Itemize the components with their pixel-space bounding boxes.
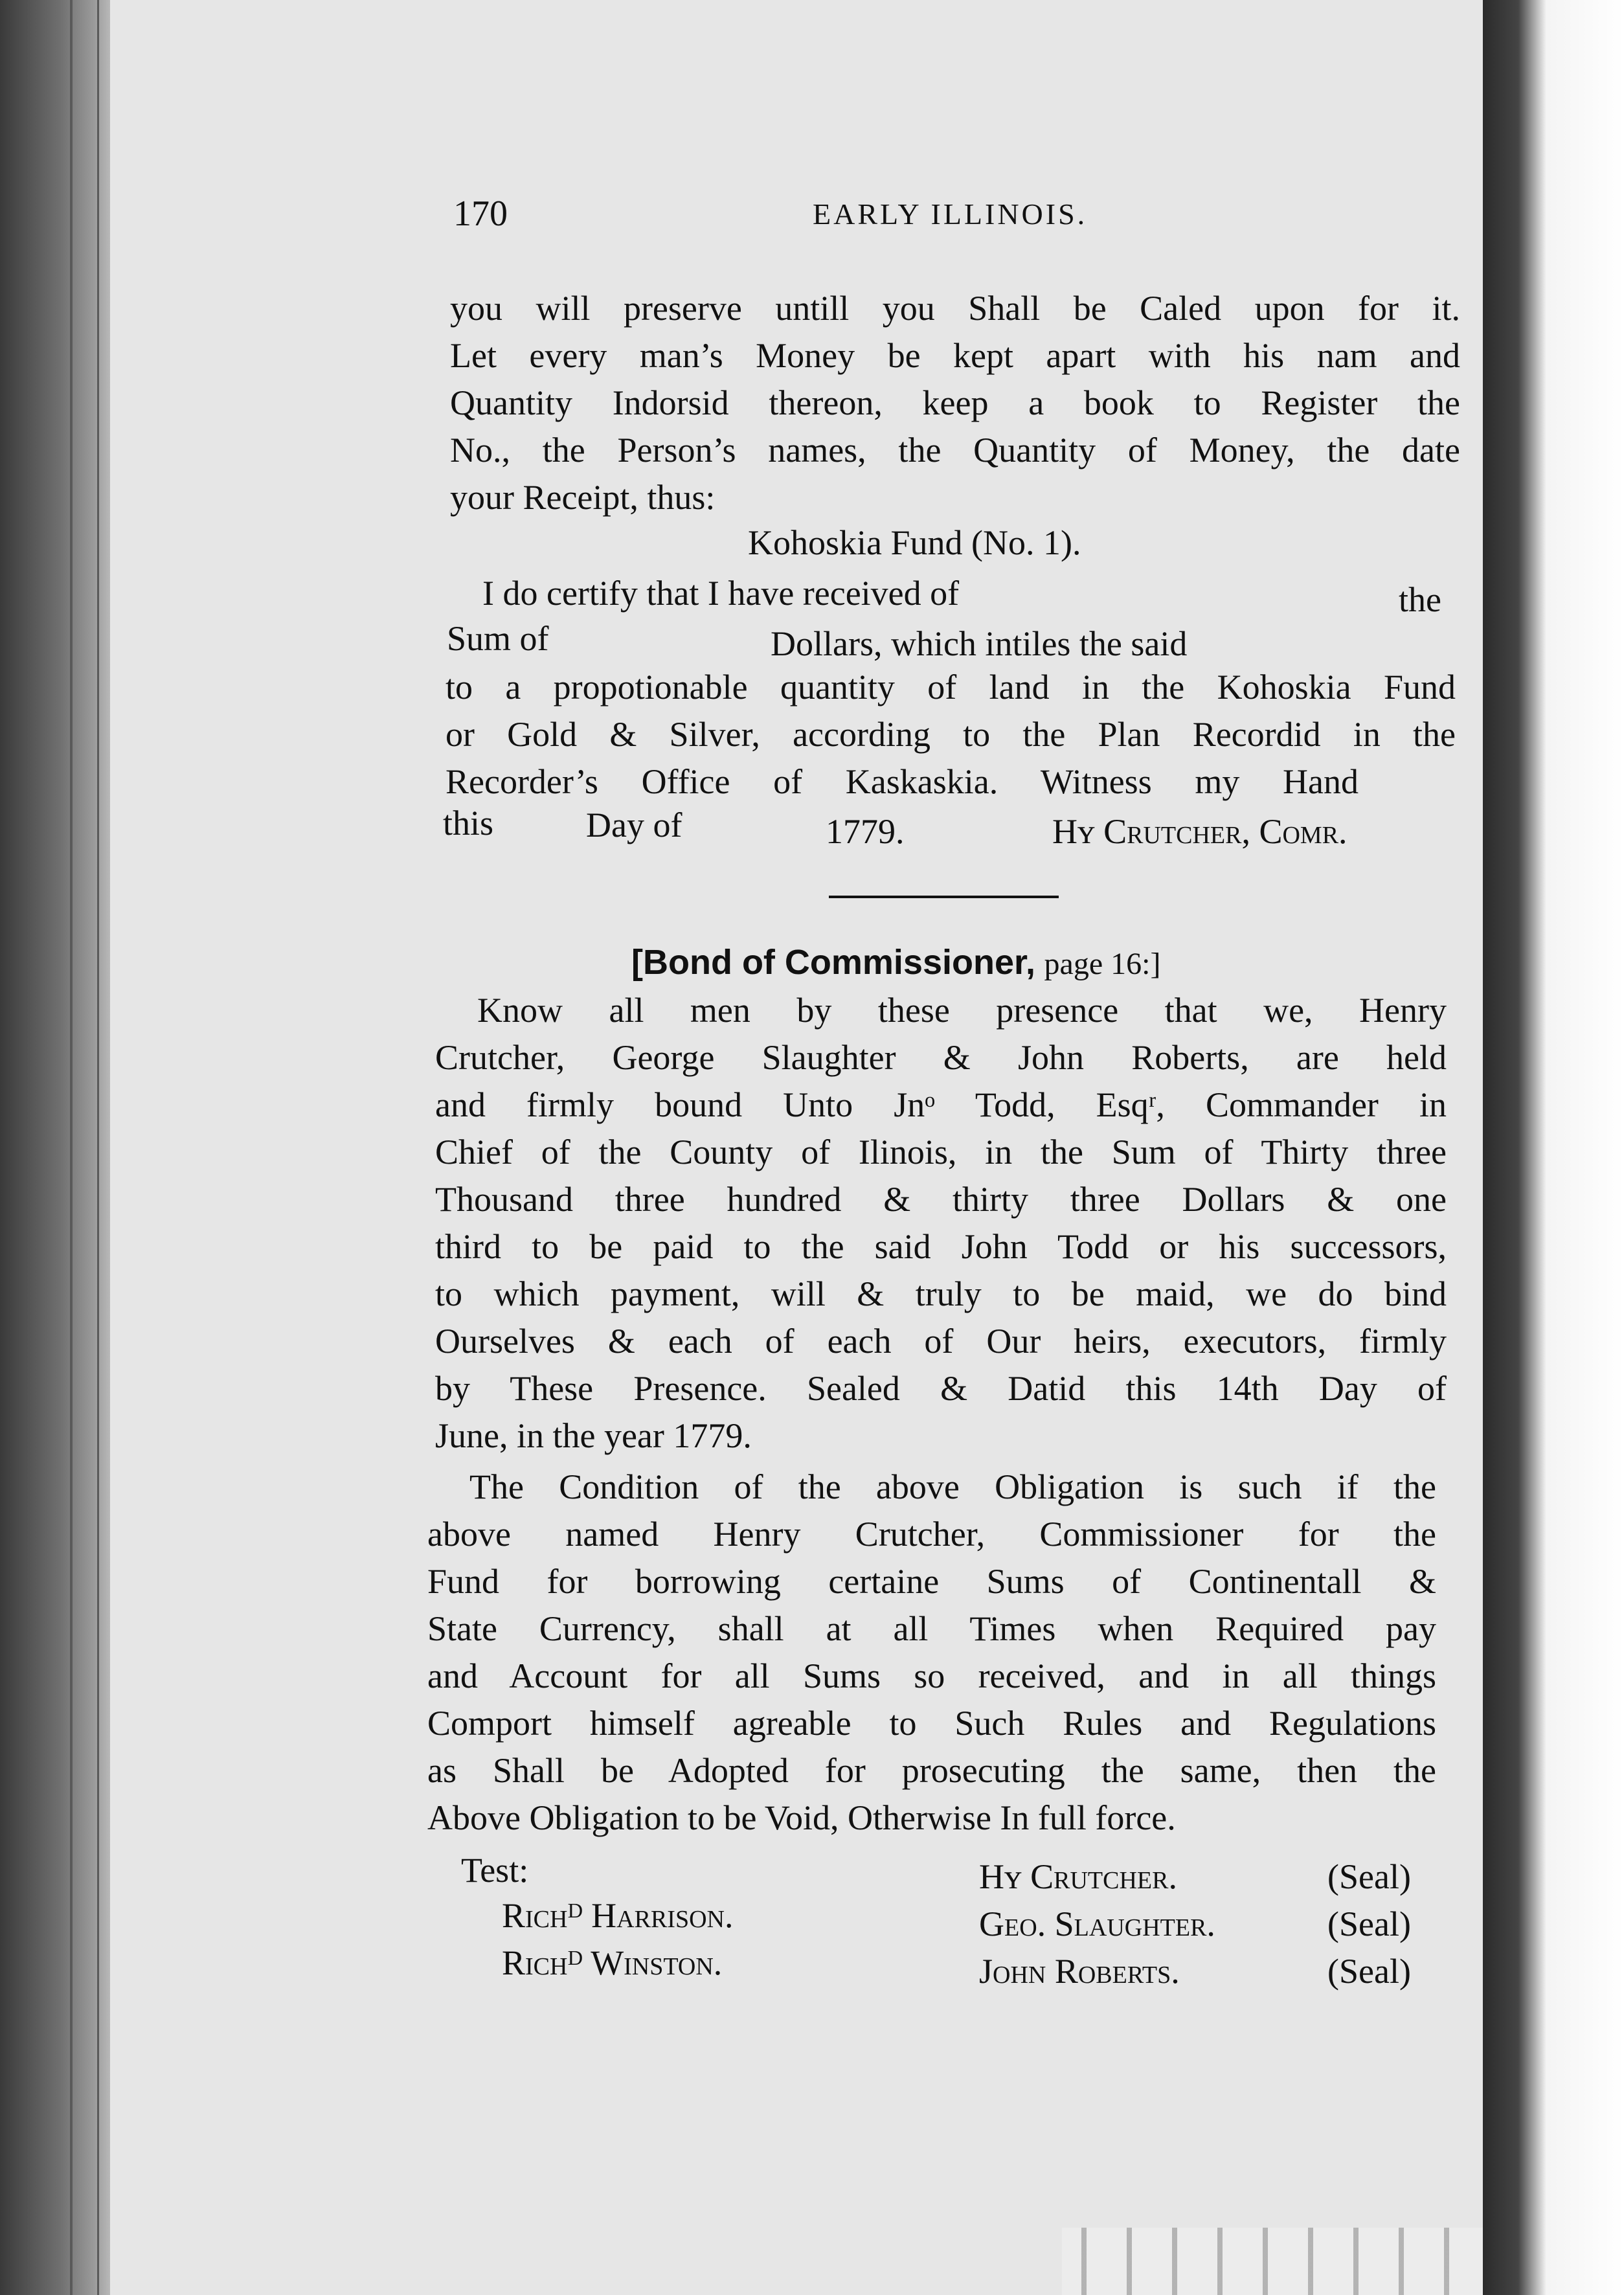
text-line: State Currency, shall at all Times when Required pay [427,1609,1436,1648]
receipt-sign-this: this [443,804,494,842]
text-line: and firmly bound Unto Jnᵒ Todd, Esqʳ, Commander in [435,1085,1447,1124]
signer-name: Geo. Slaughter. [979,1905,1215,1943]
receipt-heading: Kohoskia Fund (No. 1). [748,523,1081,562]
text-line: and Account for all Sums so received, and in all things [427,1656,1436,1695]
text-line: Know all men by these presence that we, Henry [477,991,1447,1030]
receipt-sign-day: Day of [586,806,682,844]
bond-heading [631,939,1160,988]
condition-paragraph [427,1464,1436,1842]
text-line: Comport himself agreable to Such Rules and Regulations [427,1704,1436,1743]
text-line: to which payment, will & truly to be maid, we do bind [435,1274,1447,1313]
receipt-body [445,664,1456,806]
margin-rule [70,0,73,2295]
signer-name: John Roberts. [979,1952,1180,1991]
paragraph-intro [450,285,1460,521]
bond-heading-page: page 16:] [1044,947,1161,981]
text-line: by These Presence. Sealed & Datid this 14th Day of [435,1369,1447,1408]
page-edge [1483,0,1624,2295]
page-number: 170 [453,194,508,234]
text-line: you will preserve untill you Shall be Caled upon for it. [450,289,1460,328]
text-line: as Shall be Adopted for prosecuting the same, then the [427,1751,1436,1790]
seal-mark: (Seal) [1327,1905,1411,1943]
text-line: The Condition of the above Obligation is such if the [469,1467,1436,1506]
text-line: June, in the year 1779. [435,1416,752,1455]
text-line: Crutcher, George Slaughter & John Roberts, are held [435,1038,1447,1077]
running-title: EARLY ILLINOIS. [813,198,1088,231]
section-divider [829,896,1059,898]
text-line: Above Obligation to be Void, Otherwise In full force. [427,1798,1176,1837]
text-line: Quantity Indorsid thereon, keep a book to Register the [450,383,1460,422]
text-line: Fund for borrowing certaine Sums of Continentall & [427,1562,1436,1601]
text-line: Thousand three hundred & thirty three Dollars & one [435,1180,1447,1219]
page-binding-shadow [0,0,110,2295]
bond-paragraph [435,987,1447,1460]
text-line: Recorder’s Office of Kaskaskia. Witness my Hand [445,762,1359,801]
receipt-signature: Hʏ Crutcher, Comr. [1052,812,1348,851]
text-line: to a propotionable quantity of land in the Kohoskia Fund [445,668,1456,707]
text-line: or Gold & Silver, according to the Plan Recordid in the [445,715,1456,754]
text-line: your Receipt, thus: [450,478,716,517]
seal-mark: (Seal) [1327,1952,1411,1991]
witness-name: Richᴰ Harrison. [502,1896,734,1935]
signer-name: Hʏ Crutcher. [979,1857,1177,1896]
margin-rule [97,0,99,2295]
witness-name: Richᴰ Winston. [502,1943,723,1982]
receipt-line: the [1399,580,1441,619]
test-label: Test: [461,1851,529,1890]
bond-heading-title: [Bond of Commissioner, [631,943,1036,982]
receipt-line: I do certify that I have received of [482,574,960,613]
text-line: third to be paid to the said John Todd or his successors, [435,1227,1447,1266]
receipt-line: Dollars, which intiles the said [771,624,1188,663]
scan-edge-strip [1062,2228,1483,2295]
receipt-sign-year: 1779. [826,812,905,851]
receipt-line: Sum of [447,619,549,658]
text-line: Chief of the County of Ilinois, in the Sum of Thirty three [435,1133,1447,1171]
seal-mark: (Seal) [1327,1857,1411,1896]
text-line: No., the Person’s names, the Quantity of Money, the date [450,431,1460,469]
text-line: Let every man’s Money be kept apart with his nam and [450,336,1460,375]
text-line: Ourselves & each of each of Our heirs, executors, firmly [435,1322,1447,1361]
text-line: above named Henry Crutcher, Commissioner for the [427,1515,1436,1554]
